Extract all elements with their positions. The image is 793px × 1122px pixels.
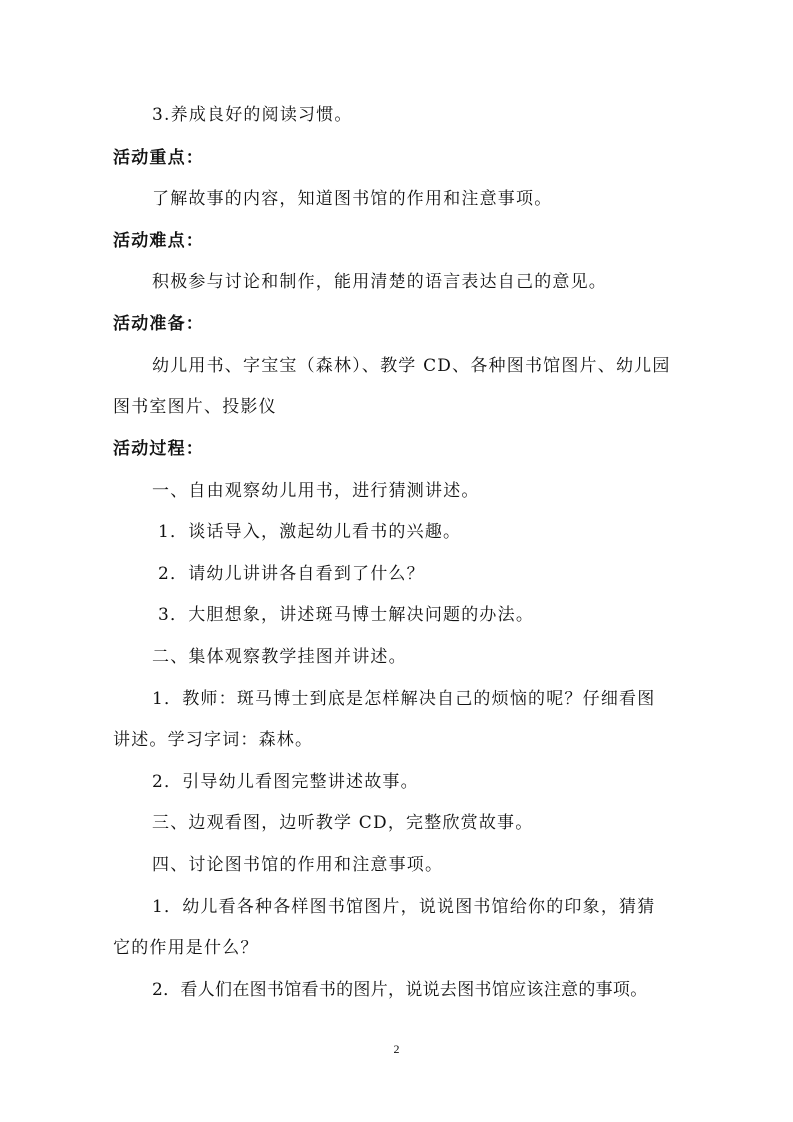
- preparation-text-line-1: 幼儿用书、字宝宝（森林）、教学 CD、各种图书馆图片、幼儿园: [152, 356, 671, 376]
- section-4-item-2: 2．看人们在图书馆看书的图片，说说去图书馆应该注意的事项。: [152, 980, 648, 1000]
- section-2-item-1-line-2: 讲述。学习字词：森林。: [113, 730, 314, 750]
- section-1-item-2: 2．请幼儿讲讲各自看到了什么？: [158, 564, 425, 584]
- key-point-text: 了解故事的内容，知道图书馆的作用和注意事项。: [152, 189, 553, 209]
- process-heading: 活动过程：: [113, 439, 204, 459]
- difficulty-heading: 活动难点：: [113, 231, 204, 251]
- section-2-item-1-line-1: 1．教师：斑马博士到底是怎样解决自己的烦恼的呢？仔细看图: [152, 689, 656, 709]
- section-1-item-3: 3．大胆想象，讲述斑马博士解决问题的办法。: [158, 605, 535, 625]
- preparation-text-line-2: 图书室图片、投影仪: [113, 397, 277, 417]
- section-3-title: 三、边观看图，边听教学 CD，完整欣赏故事。: [152, 813, 534, 833]
- page-number: 2: [393, 1042, 400, 1056]
- section-1-title: 一、自由观察幼儿用书，进行猜测讲述。: [152, 481, 480, 501]
- intro-item: 3.养成良好的阅读习惯。: [152, 105, 353, 125]
- section-4-title: 四、讨论图书馆的作用和注意事项。: [152, 855, 444, 875]
- preparation-heading: 活动准备：: [113, 314, 204, 334]
- difficulty-text: 积极参与讨论和制作，能用清楚的语言表达自己的意见。: [152, 272, 607, 292]
- section-4-item-1-line-2: 它的作用是什么？: [113, 938, 259, 958]
- section-4-item-1-line-1: 1．幼儿看各种各样图书馆图片，说说图书馆给你的印象，猜猜: [152, 897, 656, 917]
- section-2-title: 二、集体观察教学挂图并讲述。: [152, 647, 407, 667]
- key-point-heading: 活动重点：: [113, 148, 204, 168]
- section-2-item-2: 2．引导幼儿看图完整讲述故事。: [152, 772, 419, 792]
- section-1-item-1: 1．谈话导入，激起幼儿看书的兴趣。: [158, 522, 462, 542]
